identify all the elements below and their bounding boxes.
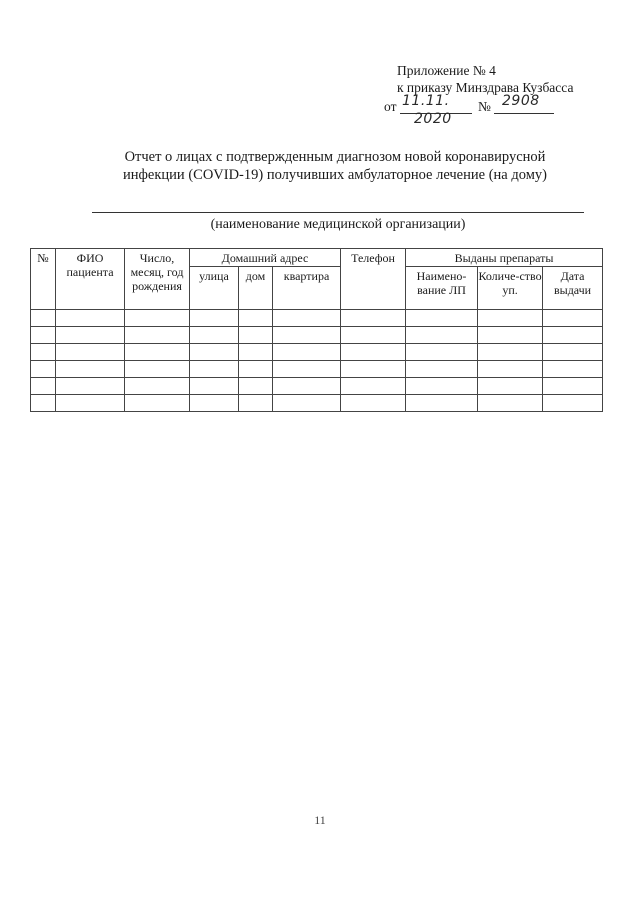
- number-label: №: [478, 99, 491, 114]
- table-cell: [543, 310, 603, 327]
- table-cell: [239, 344, 273, 361]
- table-cell: [31, 327, 56, 344]
- table-cell: [125, 361, 190, 378]
- table-cell: [341, 378, 406, 395]
- table-cell: [478, 361, 543, 378]
- header-street: улица: [190, 267, 239, 310]
- table-cell: [31, 361, 56, 378]
- table-cell: [125, 344, 190, 361]
- table-cell: [239, 327, 273, 344]
- table-body: [31, 310, 603, 412]
- organization-caption: (наименование медицинской организации): [210, 217, 466, 232]
- table-cell: [239, 310, 273, 327]
- header-drugs-issued: Выданы препараты: [406, 249, 603, 267]
- table-cell: [125, 310, 190, 327]
- table-cell: [406, 395, 478, 412]
- table-cell: [273, 361, 341, 378]
- appendix-block: [384, 62, 574, 127]
- table-cell: [56, 344, 125, 361]
- table-cell: [273, 344, 341, 361]
- table-cell: [31, 310, 56, 327]
- appendix-number: Приложение № 4: [397, 63, 496, 78]
- table-cell: [239, 395, 273, 412]
- table-cell: [56, 361, 125, 378]
- table-cell: [543, 378, 603, 395]
- appendix-order-ref: к приказу Минздрава Кузбасса: [397, 80, 574, 95]
- header-drug-quantity: Количе-ство уп.: [478, 267, 543, 310]
- report-title-line1: Отчет о лицах с подтвержденным диагнозом новой коронавирусной: [124, 149, 546, 165]
- table-cell: [31, 395, 56, 412]
- table-cell: [190, 310, 239, 327]
- table-cell: [341, 344, 406, 361]
- table-row: [31, 344, 603, 361]
- table-cell: [31, 378, 56, 395]
- header-apartment: квартира: [273, 267, 341, 310]
- table-cell: [31, 344, 56, 361]
- table-cell: [478, 344, 543, 361]
- table-row: [31, 395, 603, 412]
- table-cell: [341, 310, 406, 327]
- header-number: №: [31, 249, 56, 310]
- table-cell: [273, 327, 341, 344]
- table-cell: [56, 378, 125, 395]
- table-cell: [273, 378, 341, 395]
- table-cell: [478, 395, 543, 412]
- handwritten-date-year: 2020: [414, 111, 452, 127]
- table-cell: [125, 395, 190, 412]
- header-birth-date: Число, месяц, год рождения: [125, 249, 190, 310]
- header-drug-name: Наимено-вание ЛП: [406, 267, 478, 310]
- table-row: [31, 327, 603, 344]
- table-cell: [478, 378, 543, 395]
- table-cell: [273, 395, 341, 412]
- table-cell: [406, 344, 478, 361]
- table-cell: [190, 327, 239, 344]
- organization-blank-line: [92, 212, 584, 213]
- from-label: от: [384, 99, 397, 114]
- report-title-line2: инфекции (COVID-19) получивших амбулаторное лечение (на дому): [123, 167, 547, 183]
- table-cell: [190, 378, 239, 395]
- table-cell: [125, 378, 190, 395]
- handwritten-order-number: 2908: [502, 93, 540, 109]
- header-issue-date: Дата выдачи: [543, 267, 603, 310]
- table-cell: [406, 310, 478, 327]
- table-cell: [190, 344, 239, 361]
- table-row: [31, 378, 603, 395]
- number-blank: [494, 113, 554, 114]
- header-phone: Телефон: [341, 249, 406, 310]
- table-row: [31, 310, 603, 327]
- handwritten-date-day: 11.11.: [402, 93, 450, 109]
- report-title: [100, 148, 570, 184]
- table-cell: [56, 395, 125, 412]
- table-cell: [341, 395, 406, 412]
- table-cell: [478, 327, 543, 344]
- header-home-address: Домашний адрес: [190, 249, 341, 267]
- header-fio: ФИО пациента: [56, 249, 125, 310]
- report-table: [30, 248, 603, 412]
- table-cell: [341, 327, 406, 344]
- table-cell: [478, 310, 543, 327]
- table-cell: [543, 395, 603, 412]
- table-cell: [543, 327, 603, 344]
- table-row: [31, 361, 603, 378]
- table-cell: [406, 327, 478, 344]
- table-cell: [125, 327, 190, 344]
- table-cell: [341, 361, 406, 378]
- page-number: 11: [314, 813, 326, 827]
- table-cell: [239, 378, 273, 395]
- table-cell: [543, 344, 603, 361]
- table-cell: [190, 395, 239, 412]
- table-cell: [56, 310, 125, 327]
- table-cell: [239, 361, 273, 378]
- header-house: дом: [239, 267, 273, 310]
- table-cell: [56, 327, 125, 344]
- table-cell: [543, 361, 603, 378]
- table-cell: [406, 361, 478, 378]
- table-cell: [406, 378, 478, 395]
- table-cell: [273, 310, 341, 327]
- table-cell: [190, 361, 239, 378]
